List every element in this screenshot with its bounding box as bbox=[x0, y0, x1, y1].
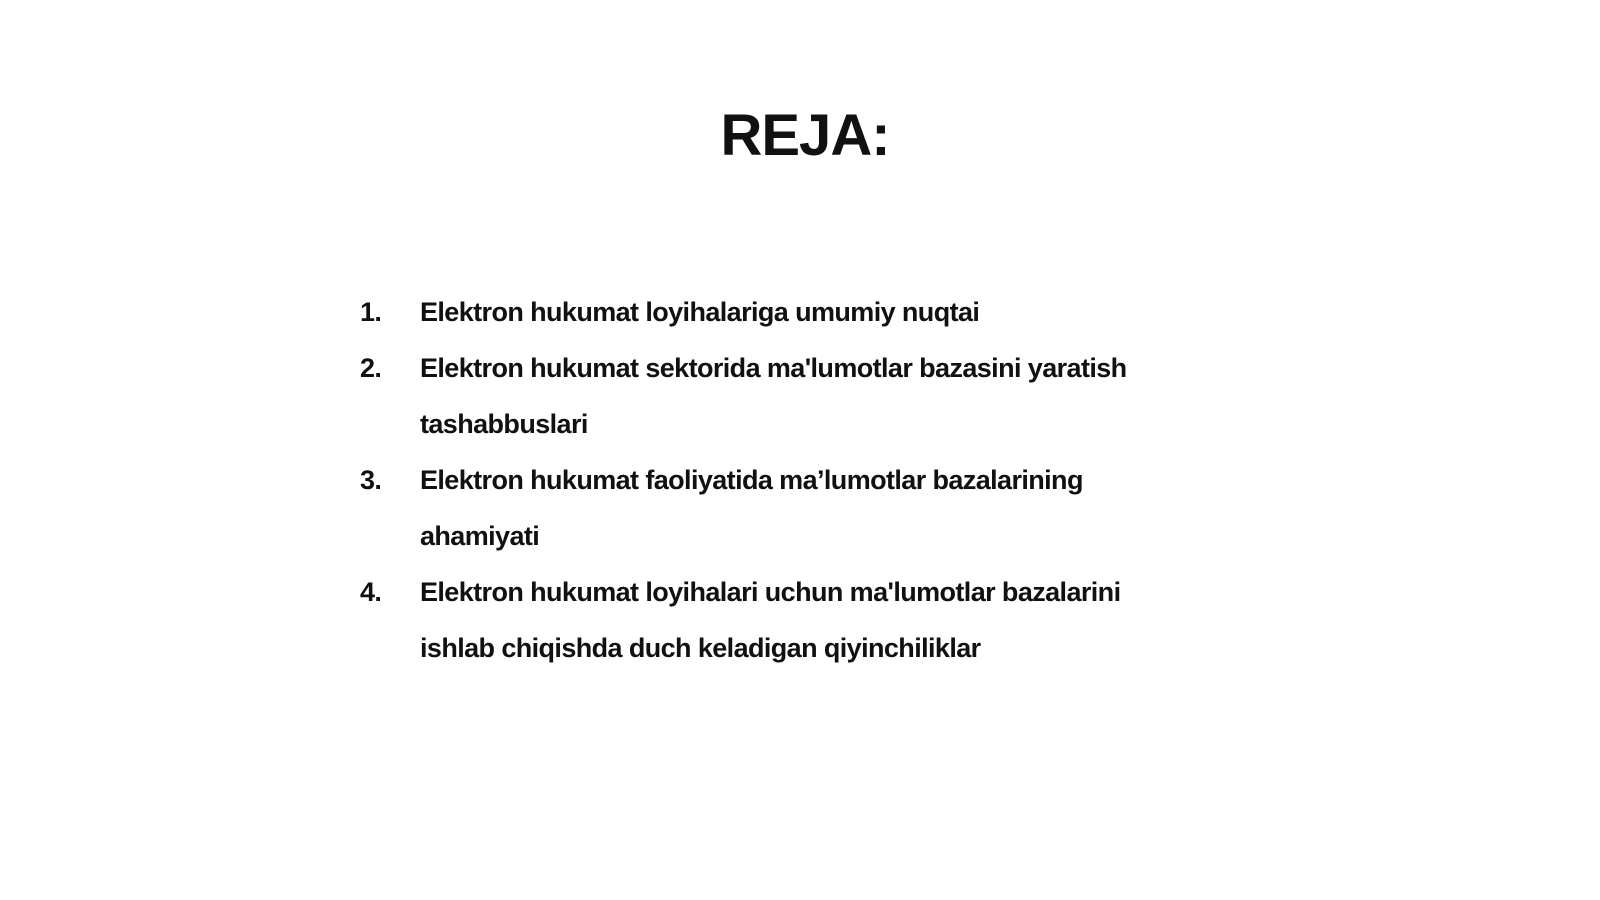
plan-item-number: 3. bbox=[360, 465, 382, 495]
plan-item-number: 1. bbox=[360, 297, 382, 327]
plan-item-3 bbox=[360, 452, 1160, 564]
plan-item-1 bbox=[360, 284, 1160, 340]
plan-item-text: Elektron hukumat faoliyatida ma’lumotlar bazalarining ahamiyati bbox=[420, 465, 1083, 551]
plan-item-2 bbox=[360, 340, 1160, 452]
plan-item-text: Elektron hukumat loyihalari uchun ma'lumotlar bazalarini ishlab chiqishda duch keladigan qiyinchiliklar bbox=[420, 577, 1121, 663]
plan-item-number: 4. bbox=[360, 577, 382, 607]
plan-item-text: Elektron hukumat loyihalariga umumiy nuqtai bbox=[420, 297, 980, 327]
plan-item-text: Elektron hukumat sektorida ma'lumotlar bazasini yaratish tashabbuslari bbox=[420, 353, 1127, 439]
slide-title: REJA: bbox=[720, 103, 890, 168]
plan-item-number: 2. bbox=[360, 353, 382, 383]
plan-item-4 bbox=[360, 564, 1160, 676]
plan-list bbox=[360, 284, 1160, 676]
